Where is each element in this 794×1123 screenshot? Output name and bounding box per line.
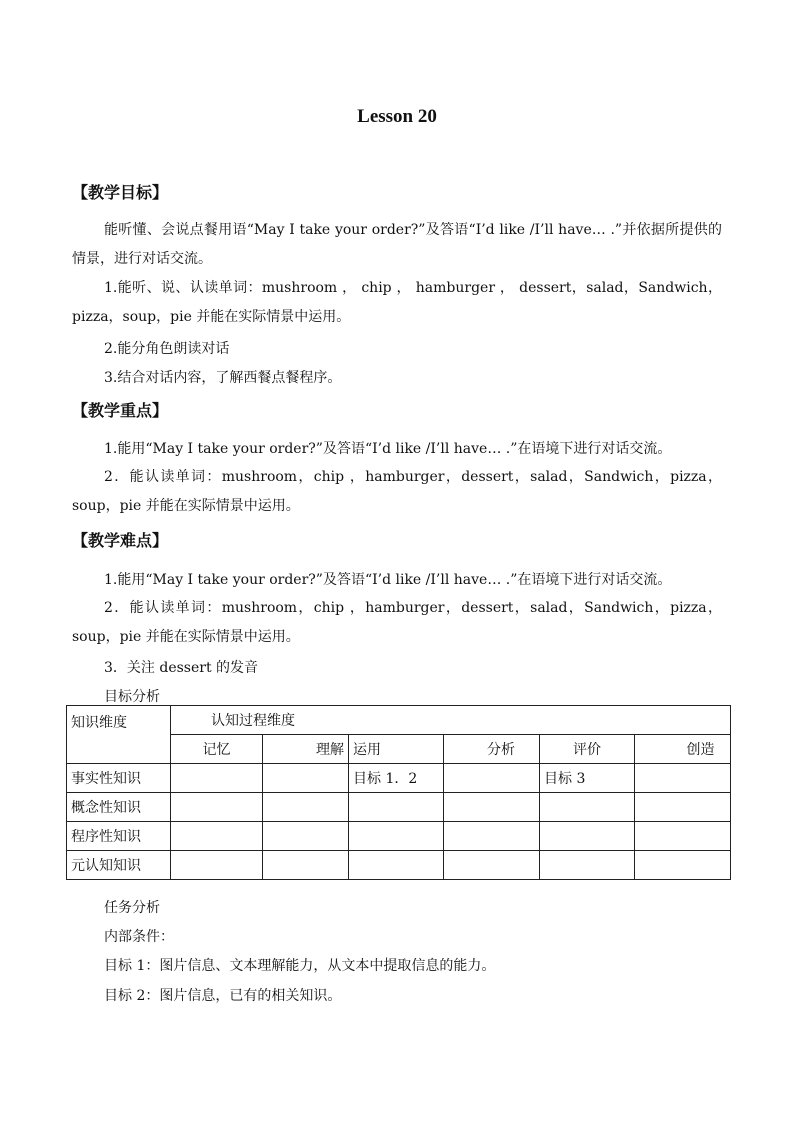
table-cell: 目标 3 xyxy=(540,764,635,793)
difficulty-1: 1.能用“May I take your order?”及答语“I’d like /I’ll have… .”在语境下进行对话交流。 xyxy=(104,572,672,588)
objective-3: 3.结合对话内容，了解西餐点餐程序。 xyxy=(104,370,342,386)
key-point-1: 1.能用“May I take your order?”及答语“I’d like /I’ll have… .”在语境下进行对话交流。 xyxy=(104,441,672,457)
column-header: 分析 xyxy=(444,735,540,764)
row-label: 事实性知识 xyxy=(67,764,171,793)
table-row xyxy=(67,764,731,793)
table-cell xyxy=(540,851,635,880)
heading-teaching-objectives: 【教学目标】 xyxy=(72,183,169,202)
goal-2-condition: 目标 2：图片信息，已有的相关知识。 xyxy=(104,988,342,1004)
table-header-row xyxy=(67,706,731,735)
table-cell xyxy=(635,822,731,851)
objective-1: 1.能听、说、认读单词：mushroom ， chip ， hamburger ， dessert，salad，Sandwich，pizza，soup，pie 并能在实际情景中运用。 xyxy=(72,280,722,325)
table-cell xyxy=(263,793,349,822)
key-point-2: 2．能认读单词：mushroom，chip ，hamburger，dessert，salad，Sandwich，pizza，soup，pie 并能在实际情景中运用。 xyxy=(72,469,722,514)
table-row xyxy=(67,793,731,822)
objective-intro: 能听懂、会说点餐用语“May I take your order?”及答语“I’d like /I’ll have… .”并依据所提供的情景，进行对话交流。 xyxy=(72,222,722,267)
table-cell xyxy=(349,793,444,822)
row-label: 元认知知识 xyxy=(67,851,171,880)
table-cell xyxy=(444,793,540,822)
column-header: 评价 xyxy=(540,735,635,764)
table-cell xyxy=(171,822,263,851)
column-header: 创造 xyxy=(635,735,731,764)
table-row xyxy=(67,851,731,880)
table-cell xyxy=(171,764,263,793)
column-header: 记忆 xyxy=(171,735,263,764)
table-cell xyxy=(444,851,540,880)
row-label: 程序性知识 xyxy=(67,822,171,851)
goal-analysis-table xyxy=(66,705,731,880)
internal-conditions-label: 内部条件： xyxy=(104,929,174,945)
difficulty-3: 3．关注 dessert 的发音 xyxy=(104,660,259,676)
table-cell xyxy=(540,793,635,822)
table-cell xyxy=(635,764,731,793)
page-title: Lesson 20 xyxy=(357,106,437,127)
table-cell xyxy=(171,793,263,822)
difficulty-2: 2．能认读单词：mushroom，chip ，hamburger，dessert，salad，Sandwich，pizza，soup，pie 并能在实际情景中运用。 xyxy=(72,600,722,645)
table-cell xyxy=(263,764,349,793)
row-label: 概念性知识 xyxy=(67,793,171,822)
table-cell: 目标 1．2 xyxy=(349,764,444,793)
table-cell xyxy=(444,764,540,793)
table-cell xyxy=(263,851,349,880)
goal-analysis-label: 目标分析 xyxy=(104,689,160,705)
table-cell xyxy=(635,851,731,880)
table-cell xyxy=(171,851,263,880)
heading-difficulties: 【教学难点】 xyxy=(72,531,169,550)
table-row xyxy=(67,822,731,851)
objective-2: 2.能分角色朗读对话 xyxy=(104,341,230,357)
goal-1-condition: 目标 1：图片信息、文本理解能力，从文本中提取信息的能力。 xyxy=(104,958,496,974)
heading-key-points: 【教学重点】 xyxy=(72,401,169,420)
table-cell xyxy=(263,822,349,851)
table-cell xyxy=(635,793,731,822)
table-cell xyxy=(349,851,444,880)
table-cell xyxy=(444,822,540,851)
cognitive-group-header: 认知过程维度 xyxy=(171,706,731,735)
table-cell xyxy=(540,822,635,851)
column-header: 运用 xyxy=(349,735,444,764)
corner-header: 知识维度 xyxy=(67,706,171,764)
column-header: 理解 xyxy=(263,735,349,764)
table-cell xyxy=(349,822,444,851)
task-analysis-label: 任务分析 xyxy=(104,900,160,916)
